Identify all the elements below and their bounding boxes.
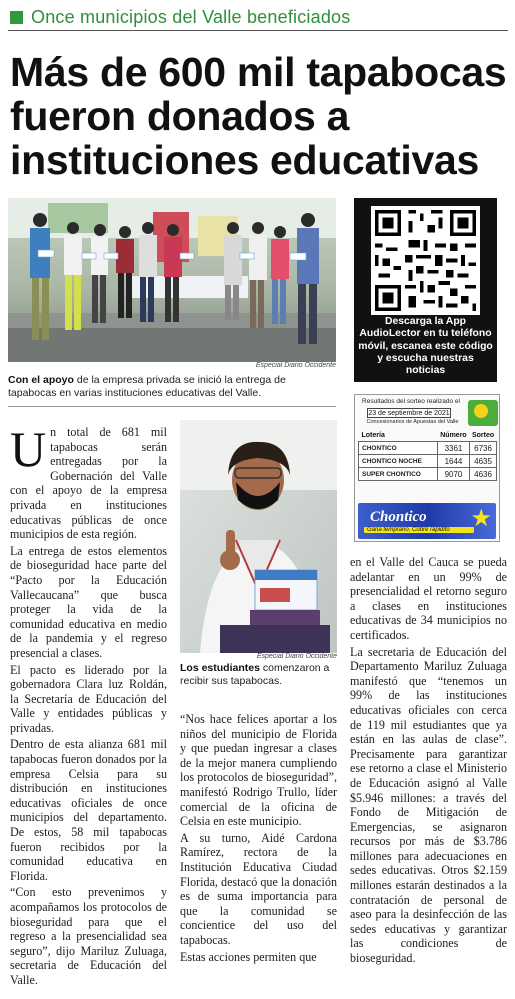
qr-code-icon[interactable] xyxy=(371,206,480,315)
paragraph: “Nos hace felices aportar a los niños del municipio de Florida y que puedan ingresar a clases de la mejor manera cumpliendo los protocolos de bioseguridad”, manifestó Rodrigo Trullo, líder comercial de la oficina de Celsia en este municipio. xyxy=(180,712,337,829)
chontico-slogan: Gana temprano, Cobre rapidito xyxy=(364,527,474,533)
col-number: Número xyxy=(440,432,467,439)
lottery-date: 23 de septiembre de 2021 xyxy=(368,410,450,417)
paragraph: La entrega de estos elementos de bioseguridad hace parte del “Pacto por la Educación Vallecaucana” que busca proteger la vida de la comunidad educativa en medio de la pandemia y el regreso presencial a clases. xyxy=(10,543,167,660)
photo2-caption-text: comenzaron a recibir sus tapabocas. xyxy=(180,662,330,687)
lottery-draw: 4636 xyxy=(470,468,497,481)
paragraph: Estas acciones permiten que xyxy=(180,949,317,964)
photo1-caption xyxy=(8,374,336,400)
lottery-table xyxy=(358,430,497,481)
juegos-logo-icon xyxy=(468,400,498,426)
table-row xyxy=(359,442,497,455)
headline-line-2: fueron donados a xyxy=(10,93,350,139)
lottery-number: 9070 xyxy=(437,468,469,481)
qr-text: Descarga la App AudioLector en tu teléfono móvil, escanea este código y escucha nuestras noticias xyxy=(358,316,493,377)
star-icon: ★ xyxy=(470,505,492,532)
lottery-draw: 4635 xyxy=(470,455,497,468)
photo2-caption xyxy=(180,662,337,688)
col-draw: Sorteo xyxy=(471,432,495,439)
paragraph: en el Valle del Cauca se pueda adelantar en un 99% de presencialidad el retorno seguro a clases en instituciones educativas de 34 municipios no certificados. xyxy=(350,555,507,642)
green-square-icon xyxy=(10,11,23,24)
chontico-brand: Chontico xyxy=(370,509,427,525)
paragraph: “Con esto prevenimos y acompañamos los protocolos de bioseguridad para que el regreso a la presencialidad sea seguro”, dijo Mariluz Zuluaga, secretaria de Educación del Valle. xyxy=(10,885,167,987)
lottery-draw: 6736 xyxy=(470,442,497,455)
group-photo-illustration xyxy=(8,198,336,362)
photo2-caption-lead: Los estudiantes xyxy=(180,662,260,674)
article-column-1 xyxy=(10,421,167,990)
article-column-3 xyxy=(350,555,507,968)
photo2-credit: Especial Diario Occidente xyxy=(256,653,337,660)
paragraph: Dentro de esta alianza 681 mil tapabocas fueron donados por la empresa Celsia para su distribución en instituciones educativas oficiales de once municipios del departamento. De estos, 58 mil tapabocas fueron recibidos por la comunidad educativa en Florida. xyxy=(10,737,167,883)
paragraph: La secretaria de Educación del Departamento Mariluz Zuluaga manifestó que “tenemos un 99% de las instituciones educativas oficiales con cerca de 119 mil estudiantes que ya están en las aulas de clase”. Precisamente para garantizar ese retorno a clase el Ministerio de Educación asignó al Valle $5.946 millones: a través del Fondo de Mitigación de Emergencias, se asignaron recursos por más de $3.786 millones para adecuaciones en sedes educativas. Otros $2.159 millones estarán destinados a la contratación de personal de aseo para la desinfección de las sedes educativas y garantizar las condiciones de bioseguridad. xyxy=(350,644,507,966)
lottery-number: 1644 xyxy=(437,455,469,468)
student-photo xyxy=(180,420,337,653)
kicker-text: Once municipios del Valle beneficiados xyxy=(31,6,351,27)
drop-cap: U xyxy=(10,421,47,477)
qr-box[interactable] xyxy=(354,198,497,382)
paragraph: El pacto es liderado por la gobernadora Clara luz Roldán, la Secretaría de Educación del Valle y entidades públicas y privadas. xyxy=(10,662,167,735)
article-column-2 xyxy=(180,712,337,966)
headline xyxy=(10,50,510,182)
photo1-caption-text: de la empresa privada se inició la entrega de tapabocas en varias instituciones educativas del Valle. xyxy=(8,374,286,399)
table-row xyxy=(359,455,497,468)
kicker-rule xyxy=(8,30,508,31)
chontico-banner xyxy=(358,503,496,539)
table-row xyxy=(359,468,497,481)
lottery-name: CHONTICO NOCHE xyxy=(359,455,438,468)
lottery-number: 3361 xyxy=(437,442,469,455)
col-lottery: Lotería xyxy=(361,432,385,439)
lottery-name: SUPER CHONTICO xyxy=(359,468,438,481)
caption-rule xyxy=(8,406,336,407)
headline-line-1: Más de 600 mil tapabocas xyxy=(10,49,507,95)
lottery-name: CHONTICO xyxy=(359,442,438,455)
paragraph: A su turno, Aidé Cardona Ramírez, rectora de la Institución Educativa Ciudad Florida, destacó que la donación es de suma importancia para que la comunidad se concientice del uso del tapabocas. xyxy=(180,830,337,947)
photo1-caption-lead: Con el apoyo xyxy=(8,374,74,386)
section-kicker xyxy=(8,6,508,28)
lottery-results xyxy=(354,394,500,542)
photo1-credit: Especial Diario Occidente xyxy=(255,362,336,369)
lottery-concessionaire: Concesionarios de Apuestas del Valle xyxy=(366,419,459,425)
paragraph: Un total de 681 mil tapabocas serán entregadas por la Gobernación del Valle con el apoyo de la empresa privada en instituciones educativas públicas de once municipios de esta región. xyxy=(10,421,167,542)
headline-line-3: instituciones educativas xyxy=(10,137,480,183)
student-photo-illustration xyxy=(180,420,337,653)
group-photo xyxy=(8,198,336,362)
lottery-header: Resultados del sorteo realizado el xyxy=(362,398,460,405)
